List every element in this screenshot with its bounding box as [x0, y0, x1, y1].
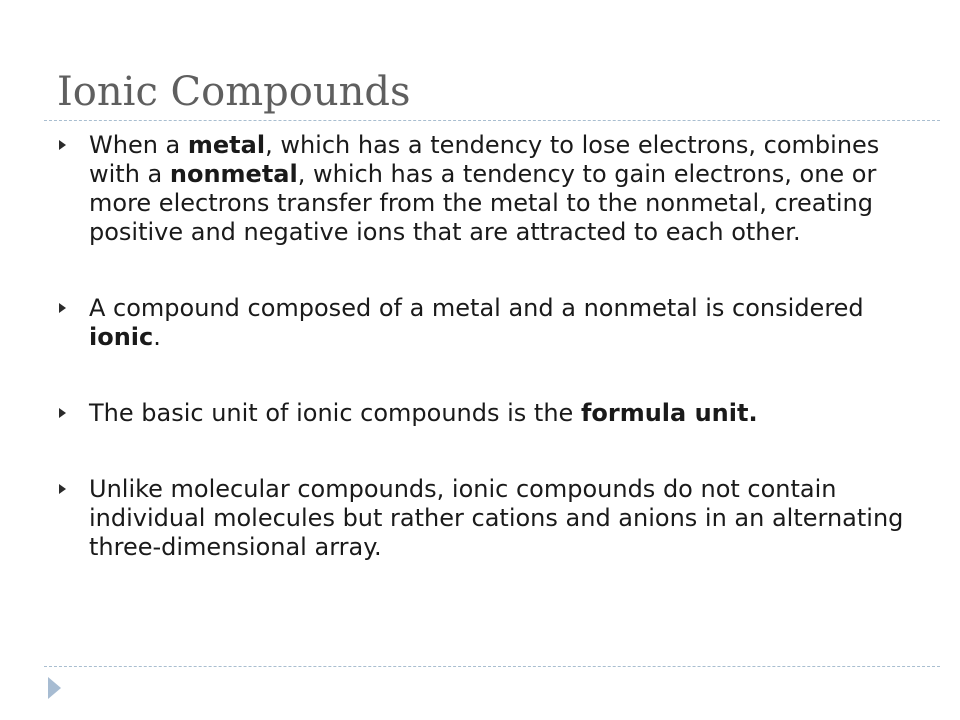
bullet-item — [56, 475, 936, 562]
title-divider — [44, 120, 940, 121]
bullet-text: . — [153, 323, 161, 351]
bullet-item — [56, 294, 936, 352]
bullet-list — [56, 131, 936, 562]
bullet-text: The basic unit of ionic compounds is the — [89, 399, 581, 427]
bullet-bold-text: ionic — [89, 323, 154, 351]
bullet-text: , which has a tendency to gain electrons, one or more electrons transfer from the metal to the nonmetal, creating positive and negative ions that are attracted to each other. — [89, 160, 877, 246]
triangle-corner-icon — [48, 677, 61, 699]
bullet-text: When a — [89, 131, 188, 159]
bullet-bold-text: metal — [187, 131, 266, 159]
bullet-text: Unlike molecular compounds, ionic compounds do not contain individual molecules but rather cations and anions in an alternating three-dimensional array. — [89, 475, 904, 561]
slide-title: Ionic Compounds — [57, 69, 411, 115]
bullet-text: A compound composed of a metal and a nonmetal is considered — [89, 294, 864, 322]
bullet-item — [56, 399, 936, 428]
bullet-text: , which has a tendency to lose electrons, combines with a — [89, 131, 880, 188]
bullet-bold-text: formula unit. — [580, 399, 758, 427]
triangle-bullet-icon — [59, 303, 66, 313]
footer-divider — [44, 666, 940, 667]
triangle-bullet-icon — [59, 140, 66, 150]
triangle-bullet-icon — [59, 484, 66, 494]
triangle-bullet-icon — [59, 408, 66, 418]
bullet-bold-text: nonmetal — [169, 160, 298, 188]
bullet-item — [56, 131, 936, 247]
